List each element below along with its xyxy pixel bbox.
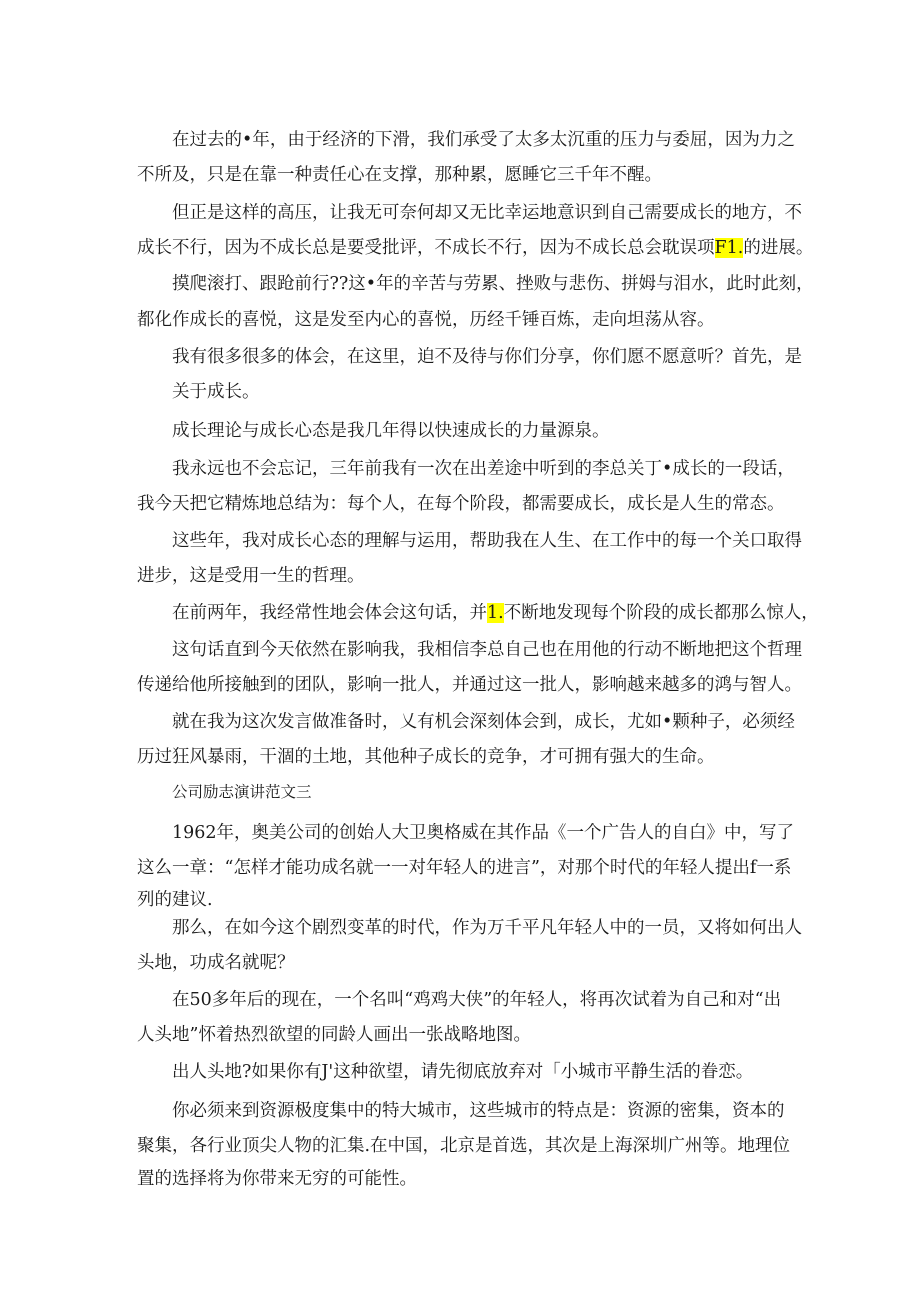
- paragraph-line: 都化作成长的喜悦，这是发至内心的喜悦，历经千锤百炼，走向坦荡从容。: [137, 310, 715, 330]
- paragraph-line: 1962年，奥美公司的创始人大卫奥格威在其作品《一个广告人的自白》中，写了: [172, 823, 795, 843]
- paragraph-line: 传递给他所接触到的团队，影响一批人，并通过这一批人，影响越来越多的鸿与智人。: [137, 675, 802, 695]
- line-text: 不断地发现每个阶段的成长都那么惊人，: [503, 603, 819, 623]
- paragraph-line: 这么一章：“怎样才能功成名就一一对年轻人的进言”，对那个时代的年轻人提出f一系: [137, 858, 792, 878]
- paragraph-line: 列的建议.: [137, 890, 213, 910]
- paragraph-line: 置的选择将为你带来无穷的可能性。: [137, 1169, 417, 1189]
- line-text: 成长不行，因为不成长总是要受批评，不成长不行，因为不成长总会耽误项: [137, 238, 715, 258]
- paragraph-line: 摸爬滚打、跟跄前行??这•年的辛苦与劳累、挫败与悲伤、拼姆与泪水，此时此刻，: [172, 274, 814, 294]
- paragraph-line: 就在我为这次发言做准备时，乂有机会深刻体会到，成长，尤如•颗种子，必须经: [172, 712, 795, 732]
- paragraph-line: 我今天把它精炼地总结为：每个人，在每个阶段，都需要成长，成长是人生的常态。: [137, 494, 785, 514]
- paragraph-line: 人头地”怀着热烈欲望的同龄人画出一张战略地图。: [137, 1025, 531, 1045]
- section-title: 公司励志演讲范文三: [172, 783, 312, 801]
- paragraph-line: 历过狂风暴雨，干涸的土地，其他种子成长的竞争，才可拥有强大的生命。: [137, 747, 715, 767]
- paragraph-line: 进步，这是受用一生的哲理。: [137, 566, 365, 586]
- line-text: 的进展。: [743, 238, 814, 258]
- line-text: 在前两年，我经常性地会体会这句话，并: [172, 603, 487, 623]
- paragraph-line: 在过去的•年，由于经济的下滑，我们承受了太多太沉重的压力与委屈，因为力之: [172, 130, 795, 150]
- paragraph-line: [137, 235, 814, 261]
- highlight-mark: F1.: [714, 238, 744, 258]
- paragraph-line: 但正是这样的高压，让我无可奈何却又无比幸运地意识到自己需要成长的地方，不: [172, 203, 802, 223]
- highlight-mark: 1.: [487, 603, 504, 623]
- paragraph-line: 我永远也不会忘记，三年前我有一次在出差途中听到的李总关丁•成长的一段话，: [172, 459, 795, 479]
- paragraph-line: 关于成长。: [172, 382, 260, 402]
- paragraph-line: 头地，功成名就呢？: [137, 953, 295, 973]
- paragraph-line: 出人头地?如果你有J'这种欲望，请先彻底放弃对「小城市平静生活的眷恋。: [172, 1062, 754, 1082]
- paragraph-line: 这句话直到今天依然在影响我，我相信李总自己也在用他的行动不断地把这个哲理: [172, 640, 802, 660]
- paragraph-line: 不所及，只是在靠一种责任心在支撑，那种累，愿睡它三千年不醒。: [137, 165, 662, 185]
- paragraph-line: 那么，在如今这个剧烈变革的时代，作为万千平凡年轻人中的一员，又将如何出人: [172, 918, 802, 938]
- paragraph-line: 在50多年后的现在，一个名叫“鸡鸡大侠”的年轻人，将再次试着为自己和对“出: [172, 990, 782, 1010]
- paragraph-line: 成长理论与成长心态是我几年得以快速成长的力量源泉。: [172, 421, 610, 441]
- paragraph-line: 这些年，我对成长心态的理解与运用，帮助我在人生、在工作中的每一个关口取得: [172, 531, 802, 551]
- paragraph-line: 我有很多很多的体会，在这里，迫不及待与你们分享，你们愿不愿意听？首先，是: [172, 347, 802, 367]
- paragraph-line: [172, 600, 819, 626]
- paragraph-line: 你必须来到资源极度集中的特大城市，这些城市的特点是：资源的密集，资本的: [172, 1101, 785, 1121]
- paragraph-line: 聚集，各行业顶尖人物的汇集.在中国，北京是首选，其次是上海深圳广州等。地理位: [137, 1136, 791, 1156]
